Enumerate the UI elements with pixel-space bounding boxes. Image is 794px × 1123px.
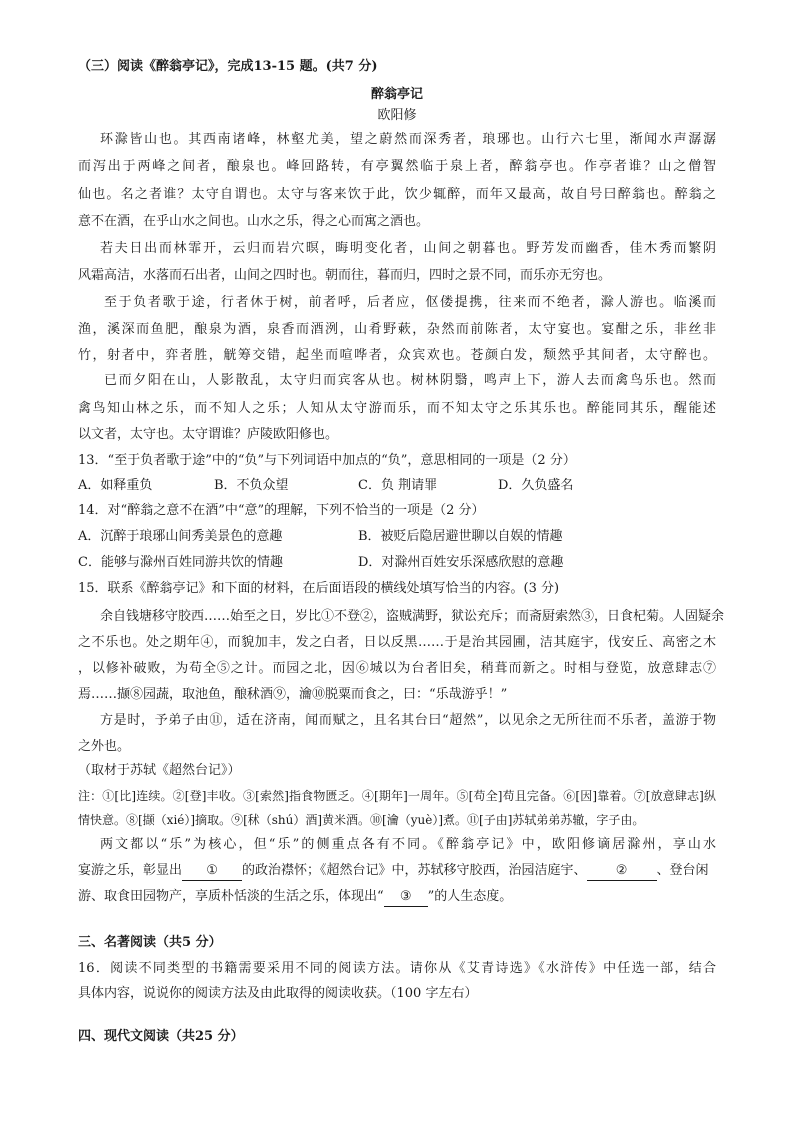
answer-blank-3[interactable]: ③ xyxy=(384,888,428,907)
fill-text: 的政治襟怀；《超然台记》中，苏轼移守胶西，治园洁庭宇、 xyxy=(242,863,587,878)
q14-option-c: C．能够与滁州百姓同游共饮的情趣 xyxy=(78,555,283,570)
passage-line: 环滁皆山也。其西南诸峰，林壑尤美，望之蔚然而深秀者，琅琊也。山行六七里，渐闻水声潺潺 xyxy=(100,132,716,147)
section4-header: 四、现代文阅读（共25 分） xyxy=(78,1029,244,1044)
passage-line: 禽鸟知山林之乐，而不知人之乐；人知从太守游而乐，而不知太守之乐其乐也。醉能同其乐，醒能述 xyxy=(78,401,716,416)
notes-line: 情快意。⑧[撷（xié）]摘取。⑨[秫（shú）酒]黄米酒。⑩[瀹（yuè）]煮。⑪[子由]苏轼弟弟苏辙，字子由。 xyxy=(78,813,645,827)
q13-option-c: C．负 荆请罪 xyxy=(358,478,438,493)
passage-line: 风霜高洁，水落而石出者，山间之四时也。朝而往，暮而归，四时之景不同，而乐亦无穷也。 xyxy=(78,268,612,283)
passage-author: 欧阳修 xyxy=(377,108,417,123)
fill-text: 游、取食田园物产，享质朴恬淡的生活之乐，体现出“ xyxy=(78,889,384,904)
notes-line: 注：①[比]连续。②[登]丰收。③[索然]指食物匮乏。④[期年]一周年。⑤[苟全]苟且完备。⑥[因]靠着。⑦[放意肆志]纵 xyxy=(78,789,716,803)
passage-line: 至于负者歌于途，行者休于树，前者呼，后者应，伛偻提携，往来而不绝者，滁人游也。临溪而 xyxy=(104,295,716,310)
passage-title: 醉翁亭记 xyxy=(370,87,423,102)
fill-paragraph-line xyxy=(78,862,709,881)
passage-line: 意不在酒，在乎山水之间也。山水之乐，得之心而寓之酒也。 xyxy=(78,214,430,229)
fill-paragraph-line xyxy=(78,888,512,907)
section3-header: 三、名著阅读（共5 分） xyxy=(78,935,222,950)
material-line: ，以修补破败，为苟全⑤之计。而园之北，因⑥城以为台者旧矣，稍葺而新之。时相与登览，放意肆志⑦ xyxy=(78,661,716,676)
q16-line: 具体内容，说说你的阅读方法及由此取得的阅读收获。（100 字左右） xyxy=(78,986,478,1001)
material-source: （取材于苏轼《超然台记》） xyxy=(78,763,241,778)
passage-line: 渔，溪深而鱼肥，酿泉为酒，泉香而酒洌，山肴野蔌，杂然而前陈者，太守宴也。宴酣之乐，非丝非 xyxy=(78,322,716,337)
q14-option-a: A．沉醉于琅琊山间秀美景色的意趣 xyxy=(78,529,283,544)
q14-stem: 14．对“醉翁之意不在酒”中“意”的理解，下列不恰当的一项是（2 分） xyxy=(78,503,485,518)
answer-blank-1[interactable]: ① xyxy=(182,862,242,881)
fill-text: 宴游之乐，彰显出 xyxy=(78,863,183,878)
material-line: 方是时，予弟子由⑪，适在济南，闻而赋之，且名其台曰“超然”，以见余之无所往而不乐者，盖游于物 xyxy=(100,713,716,728)
answer-blank-2[interactable]: ② xyxy=(587,862,657,881)
material-line: 之外也。 xyxy=(78,739,131,754)
q14-option-b: B．被贬后隐居避世聊以自娱的情趣 xyxy=(358,529,563,544)
fill-paragraph-line: 两文都以“乐”为核心，但“乐”的侧重点各有不同。《醉翁亭记》中，欧阳修谪居滁州，享山水 xyxy=(100,837,716,852)
passage-line: 竹，射者中，弈者胜，觥筹交错，起坐而喧哗者，众宾欢也。苍颜白发，颓然乎其间者，太守醉也。 xyxy=(78,348,716,363)
passage-line: 已而夕阳在山，人影散乱，太守归而宾客从也。树林阴翳，鸣声上下，游人去而禽鸟乐也。然而 xyxy=(104,373,716,388)
q13-option-d: D．久负盛名 xyxy=(498,478,574,493)
q13-option-b: B．不负众望 xyxy=(214,478,289,493)
fill-text: 、登台闲 xyxy=(656,863,709,878)
passage-line: 若夫日出而林霏开，云归而岩穴暝，晦明变化者，山间之朝暮也。野芳发而幽香，佳木秀而繁阴 xyxy=(100,241,716,256)
material-line: 焉……撷⑧园蔬，取池鱼，酿秫酒⑨，瀹⑩脱粟而食之，曰：“乐哉游乎！” xyxy=(78,687,508,702)
passage-line: 而泻出于两峰之间者，酿泉也。峰回路转，有亭翼然临于泉上者，醉翁亭也。作亭者谁？山之僧智 xyxy=(78,159,716,174)
q13-option-a: A．如释重负 xyxy=(78,478,153,493)
q14-option-d: D．对滁州百姓安乐深感欣慰的意趣 xyxy=(358,555,564,570)
q13-stem: 13．“至于负者歌于途”中的“负”与下列词语中加点的“负”，意思相同的一项是（2 分） xyxy=(78,453,576,468)
fill-text: ”的人生态度。 xyxy=(427,889,513,904)
material-line: 之不乐也。处之期年④，而貌加丰，发之白者，日以反黑……于是治其园圃，洁其庭宇，伐安丘、高密之木 xyxy=(78,635,716,650)
q15-stem: 15．联系《醉翁亭记》和下面的材料，在后面语段的横线处填写恰当的内容。(3 分) xyxy=(78,581,560,596)
passage-line: 仙也。名之者谁？太守自谓也。太守与客来饮于此，饮少辄醉，而年又最高，故自号曰醉翁也。醉翁之 xyxy=(78,187,716,202)
passage-line: 以文者，太守也。太守谓谁？庐陵欧阳修也。 xyxy=(78,427,339,442)
section-header: （三）阅读《醉翁亭记》，完成13-15 题。(共7 分) xyxy=(78,59,378,74)
material-line: 余自钱塘移守胶西……始至之日，岁比①不登②，盗贼满野，狱讼充斥；而斋厨索然③，日食杞菊。人固疑余 xyxy=(100,609,725,624)
q16-line: 16．阅读不同类型的书籍需要采用不同的阅读方法。请你从《艾青诗选》《水浒传》中任选一部，结合 xyxy=(78,961,716,976)
